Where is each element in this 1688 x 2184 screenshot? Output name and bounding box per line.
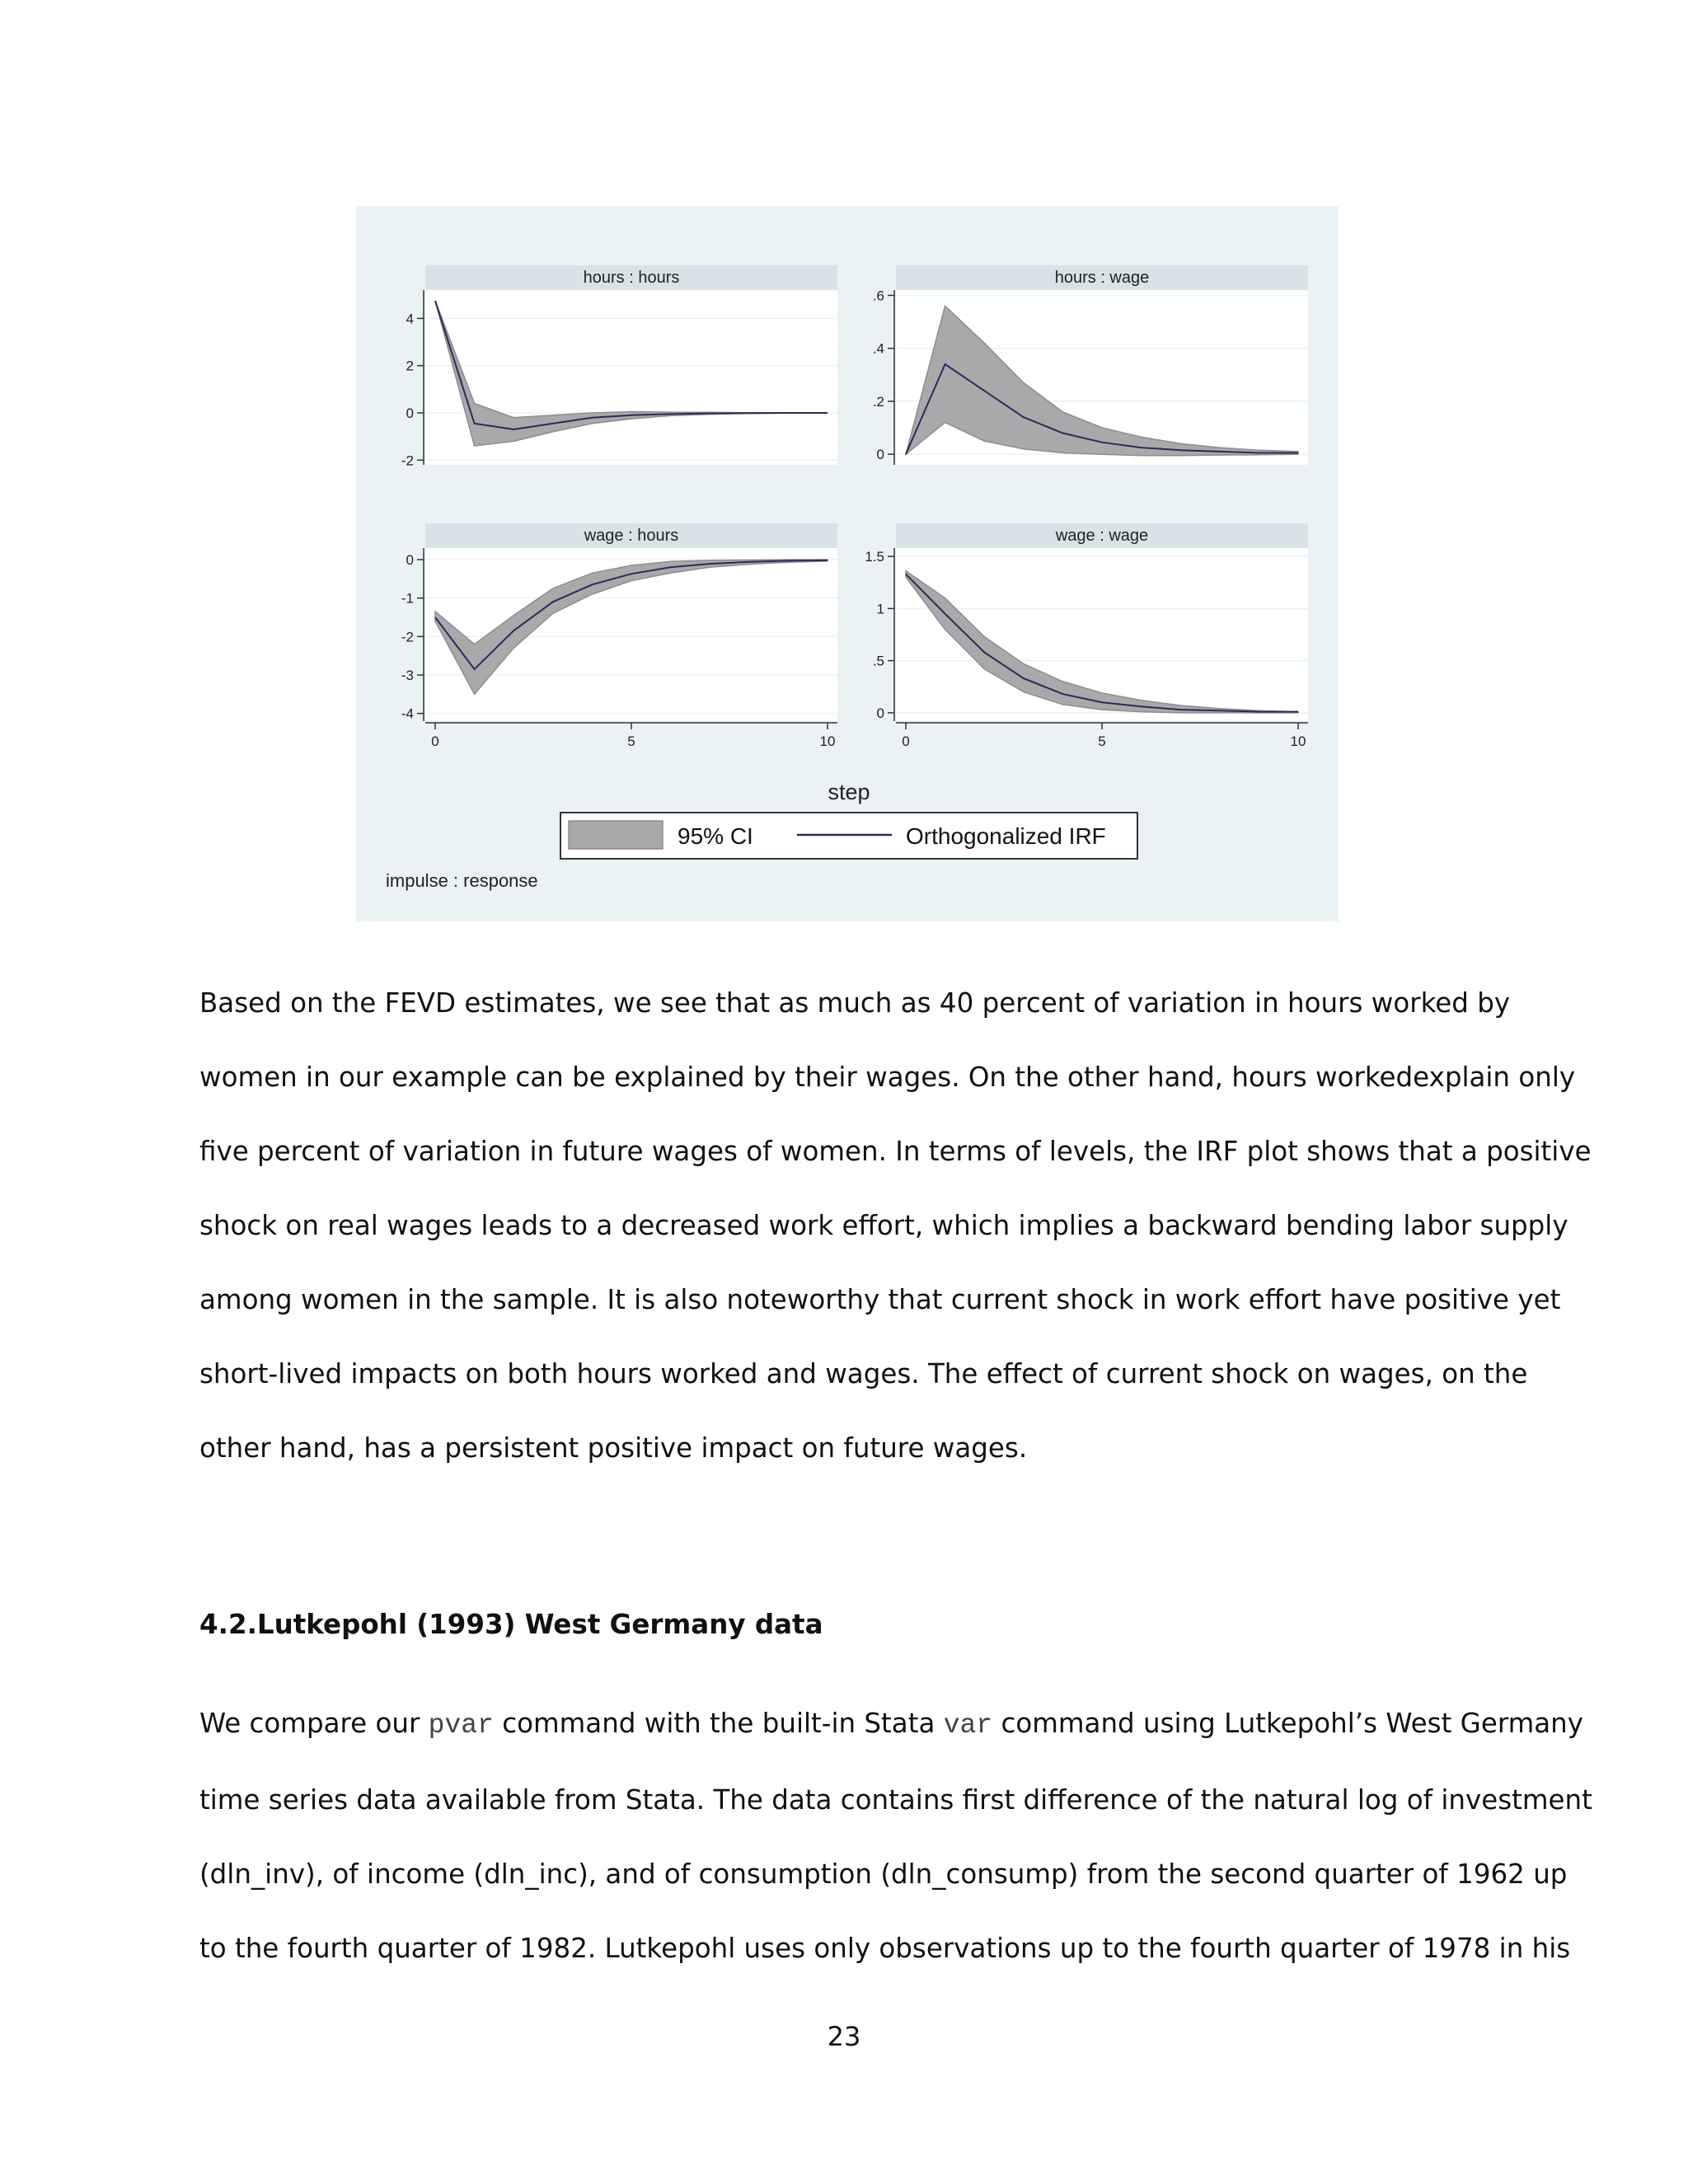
irf-figure bbox=[356, 206, 1339, 921]
y-tick-label: 4 bbox=[406, 311, 414, 327]
y-tick-label: -2 bbox=[401, 629, 414, 645]
y-tick-label: -3 bbox=[401, 668, 414, 683]
panel-title: hours : hours bbox=[583, 269, 680, 287]
section-number: 4.2. bbox=[199, 1609, 257, 1640]
x-axis-title: step bbox=[828, 780, 870, 804]
x-tick-label: 5 bbox=[1098, 733, 1106, 749]
x-tick-label: 10 bbox=[1290, 733, 1306, 749]
text-line: women in our example can be explained by their wages. On the other hand, hours workedexplain only bbox=[199, 1062, 1576, 1093]
y-tick-label: 1 bbox=[876, 601, 884, 617]
panel-title: wage : wage bbox=[1055, 527, 1149, 545]
y-tick-label: 2 bbox=[406, 358, 414, 374]
y-tick-label: .2 bbox=[872, 393, 884, 410]
text-line: shock on real wages leads to a decreased work effort, which implies a backward bending labor supply bbox=[199, 1210, 1568, 1241]
y-tick-label: 0 bbox=[406, 552, 414, 568]
page-number: 23 bbox=[827, 2021, 861, 2052]
y-tick-label: 0 bbox=[876, 447, 884, 463]
section-heading bbox=[199, 1609, 823, 1640]
section-title: Lutkepohl (1993) West Germany data bbox=[256, 1609, 823, 1640]
y-tick-label: -2 bbox=[401, 452, 414, 469]
code-pvar: pvar bbox=[428, 1710, 494, 1741]
figure-note: impulse : response bbox=[386, 870, 538, 891]
text-segment: command using Lutkepohl’s West Germany bbox=[992, 1708, 1584, 1739]
y-tick-label: .4 bbox=[872, 340, 884, 357]
text-line: among women in the sample. It is also noteworthy that current shock in work effort have positive yet bbox=[199, 1284, 1561, 1315]
x-tick-label: 0 bbox=[431, 733, 439, 749]
y-tick-label: 0 bbox=[876, 705, 884, 721]
panel-title: wage : hours bbox=[584, 527, 679, 545]
text-line: time series data available from Stata. The data contains first difference of the natural log of investment bbox=[199, 1784, 1592, 1816]
paragraph-lutkepohl bbox=[199, 1686, 1592, 1985]
y-tick-label: 0 bbox=[406, 405, 414, 421]
text-segment: We compare our bbox=[199, 1708, 429, 1739]
code-var: var bbox=[943, 1710, 993, 1741]
text-line: other hand, has a persistent positive impact on future wages. bbox=[199, 1432, 1028, 1464]
text-line: Based on the FEVD estimates, we see that as much as 40 percent of variation in hours worked by bbox=[199, 987, 1511, 1019]
x-tick-label: 10 bbox=[819, 733, 836, 749]
y-tick-label: -1 bbox=[401, 590, 414, 607]
y-tick-label: .6 bbox=[872, 288, 884, 304]
text-line: short-lived impacts on both hours worked and wages. The effect of current shock on wages, on the bbox=[199, 1358, 1528, 1390]
y-tick-label: -4 bbox=[401, 705, 414, 722]
y-tick-label: 1.5 bbox=[865, 549, 884, 565]
text-line: five percent of variation in future wages of women. In terms of levels, the IRF plot shows that a positive bbox=[199, 1136, 1592, 1167]
paragraph-fevd bbox=[199, 966, 1592, 1485]
x-tick-label: 5 bbox=[627, 733, 635, 749]
y-tick-label: .5 bbox=[872, 653, 884, 669]
legend-irf-label: Orthogonalized IRF bbox=[906, 823, 1106, 849]
panel-title: hours : wage bbox=[1054, 269, 1150, 287]
legend-ci-swatch bbox=[569, 821, 663, 849]
text-segment: command with the built-in Stata bbox=[493, 1708, 944, 1739]
x-tick-label: 0 bbox=[902, 733, 910, 749]
legend-ci-label: 95% CI bbox=[678, 823, 753, 849]
irf-chart bbox=[356, 206, 1339, 921]
text-line: (dln_inv), of income (dln_inc), and of consumption (dln_consump) from the second quarter of 1962 up bbox=[199, 1858, 1568, 1890]
text-line: to the fourth quarter of 1982. Lutkepohl uses only observations up to the fourth quarter of 1978 in his bbox=[199, 1933, 1571, 1964]
text-line bbox=[199, 1686, 1584, 1763]
